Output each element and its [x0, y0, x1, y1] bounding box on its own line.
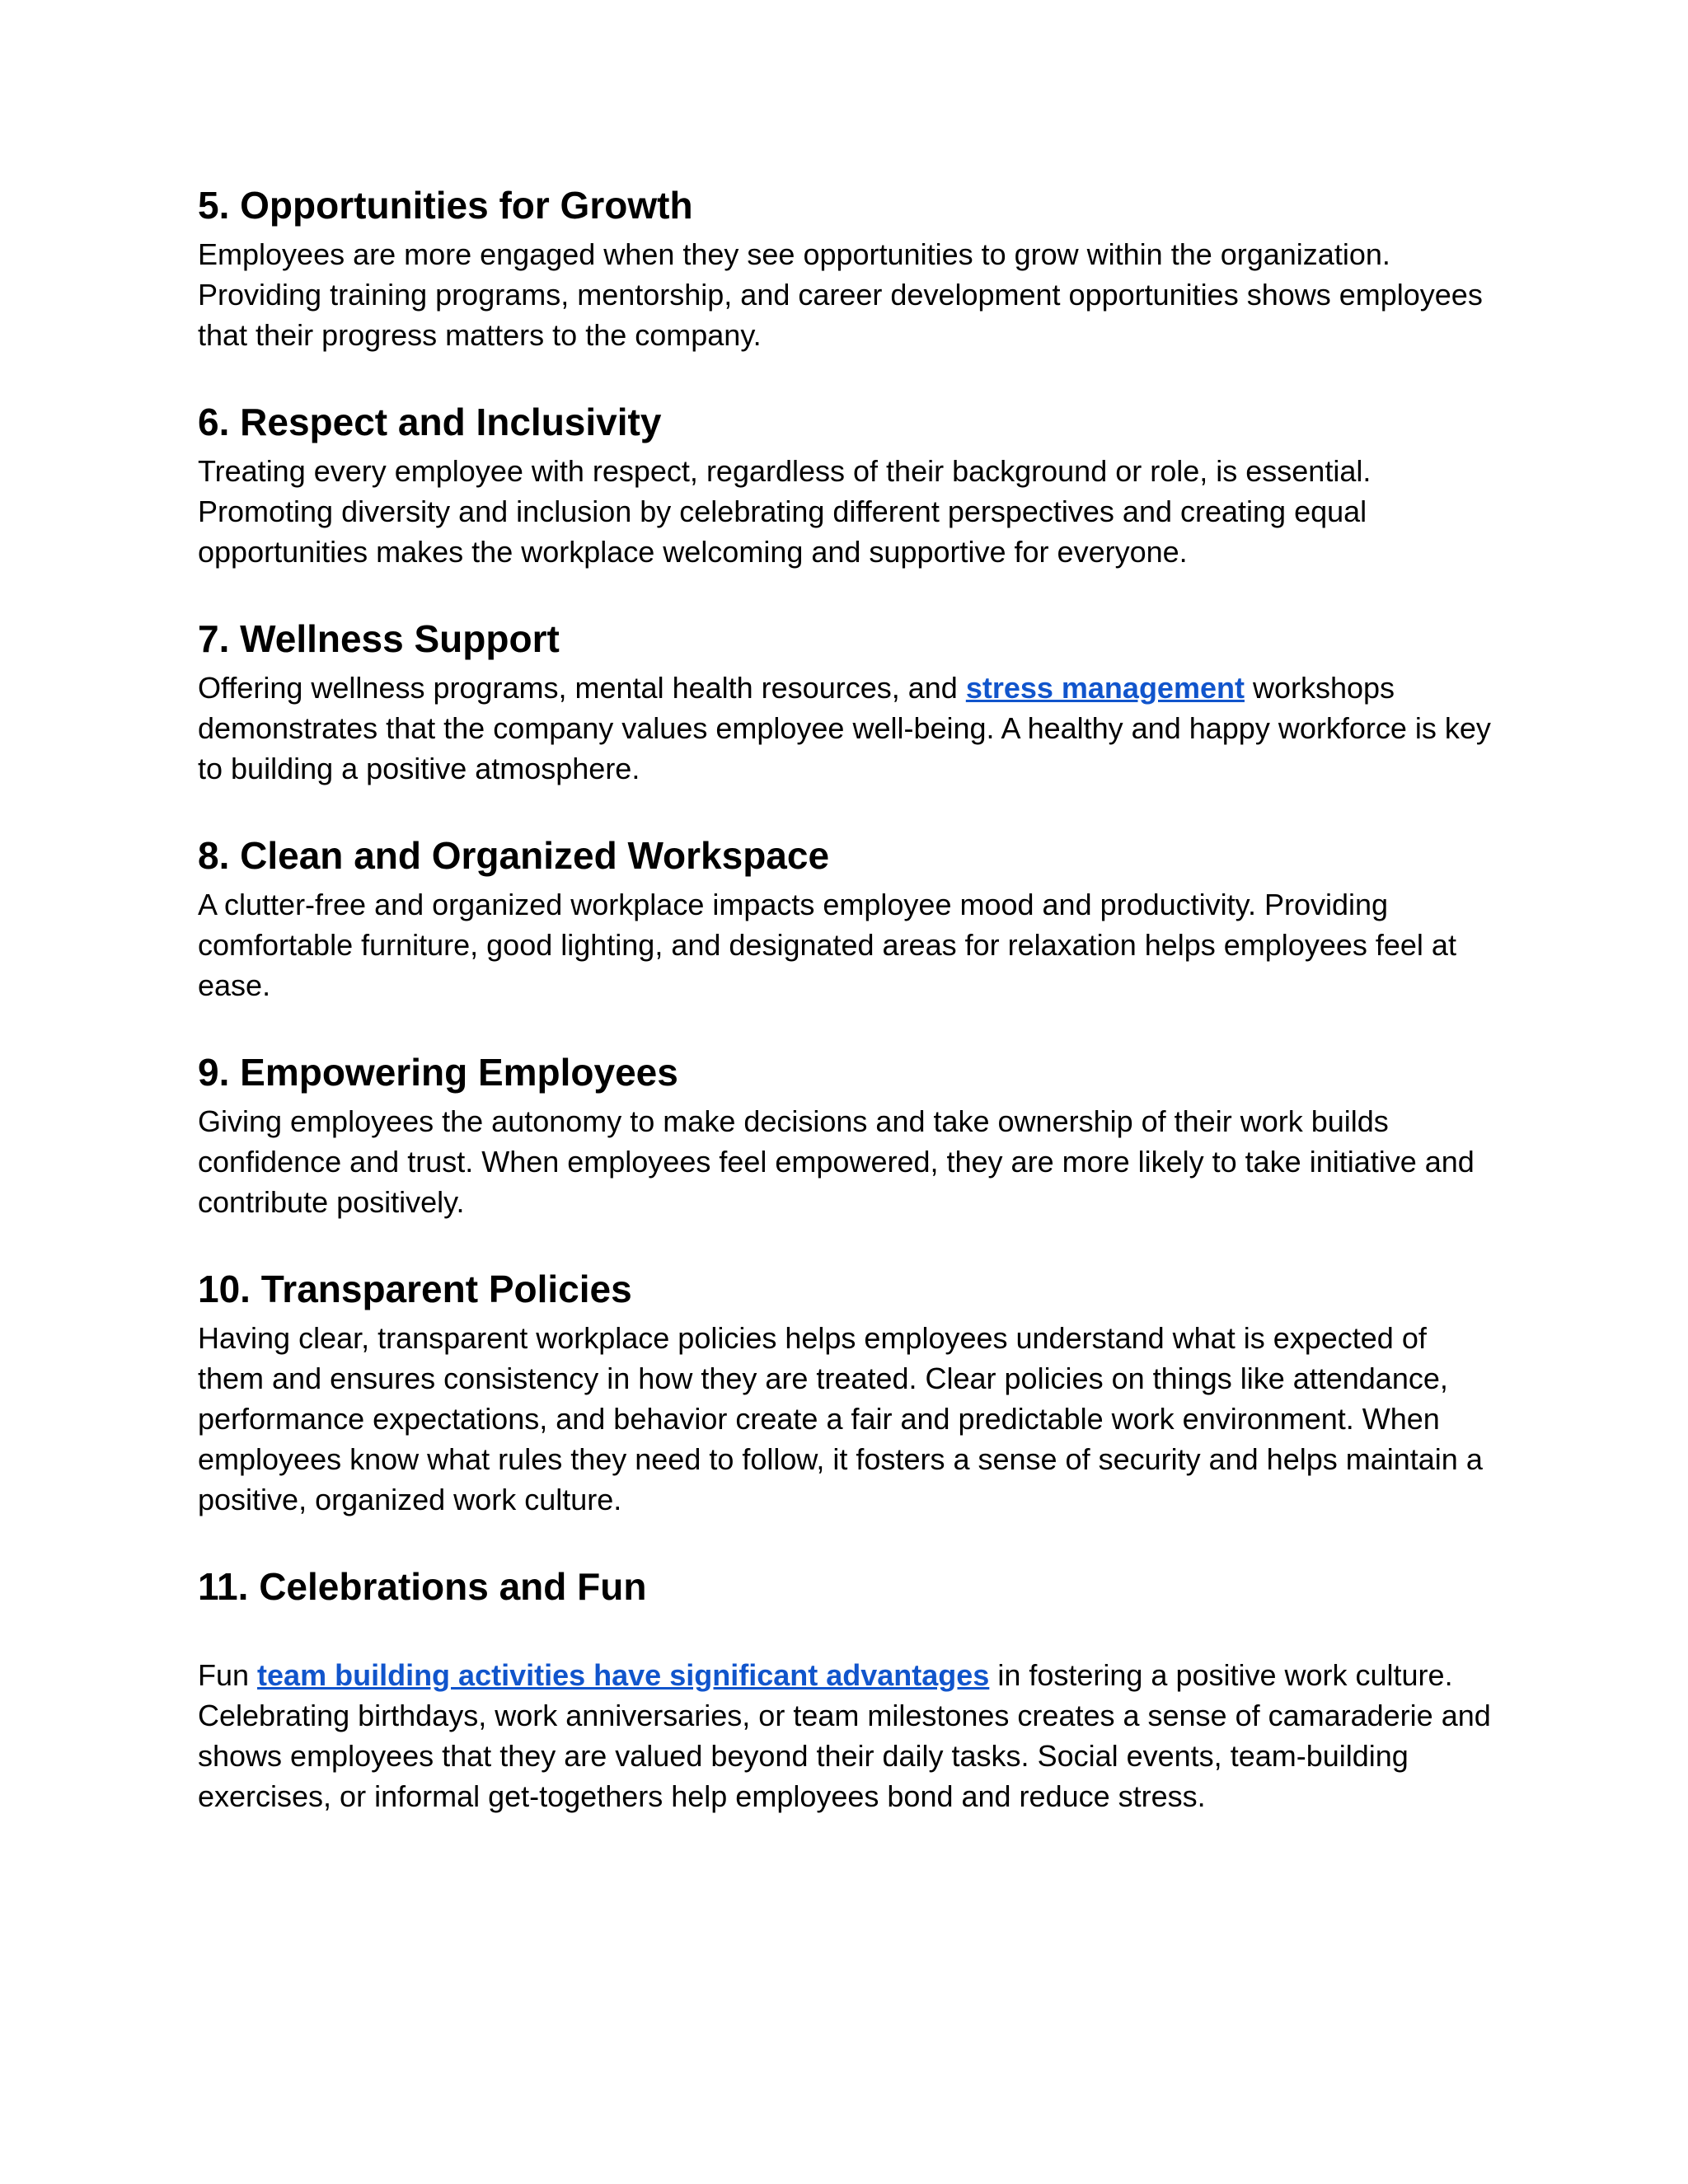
section-empowering-employees [198, 1048, 1500, 1222]
document-page [198, 181, 1500, 1859]
section-transparent-policies [198, 1265, 1500, 1520]
team-building-activities-link[interactable]: team building activities have significant advantages [257, 1658, 990, 1692]
body-text: in fostering a positive work culture. Celebrating birthdays, work anniversaries, or team milestones creates a sense of camaraderie and shows employees that they are valued beyond their daily tasks. Social events, team-building exercises, or informal get-togethers help employees bond and reduce stress. [198, 1658, 1491, 1813]
stress-management-link[interactable]: stress management [965, 671, 1245, 705]
section-heading: 7. Wellness Support [198, 617, 560, 660]
section-body [198, 668, 1500, 789]
section-body: Treating every employee with respect, regardless of their background or role, is essential. Promoting diversity and inclusion by celebrating different perspectives and creating equal opportunities makes the workplace welcoming and supportive for everyone. [198, 454, 1372, 569]
section-heading: 11. Celebrations and Fun [198, 1565, 647, 1608]
section-body: Giving employees the autonomy to make decisions and take ownership of their work builds confidence and trust. When employees feel empowered, they are more likely to take initiative and contribute positively. [198, 1104, 1475, 1219]
section-respect-and-inclusivity [198, 398, 1500, 572]
section-body: A clutter-free and organized workplace impacts employee mood and productivity. Providing comfortable furniture, good lighting, and designated areas for relaxation helps employees feel at ease. [198, 888, 1456, 1002]
section-wellness-support [198, 615, 1500, 789]
section-heading: 10. Transparent Policies [198, 1268, 632, 1310]
section-body: Having clear, transparent workplace policies helps employees understand what is expected of them and ensures consistency in how they are treated. Clear policies on things like attendance, performance expectations, and behavior create a fair and predictable work environment. When employees know what rules they need to follow, it fosters a sense of security and helps maintain a positive, organized work culture. [198, 1321, 1483, 1516]
body-text: workshops demonstrates that the company values employee well-being. A healthy and happy workforce is key to building a positive atmosphere. [198, 671, 1491, 785]
section-body [198, 1655, 1500, 1816]
section-heading: 9. Empowering Employees [198, 1051, 678, 1094]
section-clean-and-organized-workspace [198, 832, 1500, 1005]
section-heading: 8. Clean and Organized Workspace [198, 834, 830, 877]
section-heading: 5. Opportunities for Growth [198, 184, 693, 227]
section-celebrations-and-fun [198, 1563, 1500, 1816]
body-text: Offering wellness programs, mental health resources, and [198, 671, 966, 705]
section-body: Employees are more engaged when they see opportunities to grow within the organization. Providing training programs, mentorship, and career development opportunities shows employees that their progress matters to the company. [198, 237, 1483, 352]
section-opportunities-for-growth [198, 181, 1500, 355]
body-text: Fun [198, 1658, 258, 1692]
section-heading: 6. Respect and Inclusivity [198, 401, 662, 443]
